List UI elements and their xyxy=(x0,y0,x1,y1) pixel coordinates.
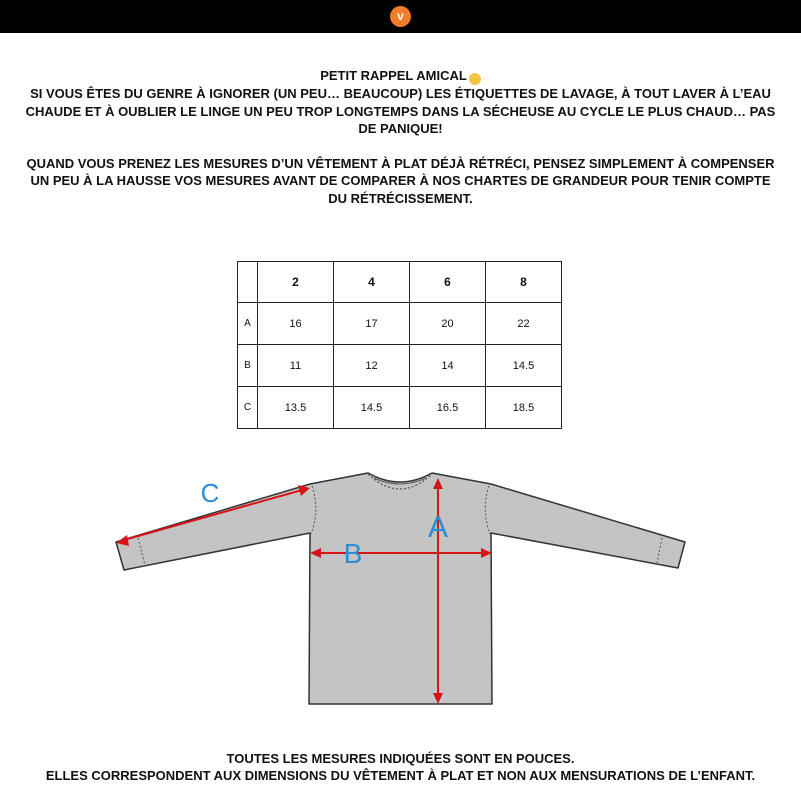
table-row xyxy=(238,387,562,429)
size-header-cell: 6 xyxy=(410,262,486,303)
reminder-title xyxy=(20,67,781,85)
footer-line-2: ELLES CORRESPONDENT AUX DIMENSIONS DU VÊTEMENT À PLAT ET NON AUX MENSURATIONS DE L’ENFANT. xyxy=(45,768,756,783)
table-row xyxy=(238,345,562,387)
row-label: A xyxy=(238,303,258,345)
shirt-measurement-diagram xyxy=(0,460,801,710)
footer-line-1: TOUTES LES MESURES INDIQUÉES SONT EN POUCES. xyxy=(226,751,575,766)
footer-note xyxy=(10,750,791,784)
size-header-row xyxy=(238,262,562,303)
label-b: B xyxy=(343,538,363,569)
table-cell: 17 xyxy=(334,303,410,345)
friendly-reminder xyxy=(20,67,781,207)
table-cell: 16 xyxy=(258,303,334,345)
table-cell: 18.5 xyxy=(486,387,562,429)
table-cell: 14 xyxy=(410,345,486,387)
top-bar xyxy=(0,0,801,33)
size-header-cell: 4 xyxy=(334,262,410,303)
table-cell: 12 xyxy=(334,345,410,387)
reminder-title-text: PETIT RAPPEL AMICAL xyxy=(320,68,467,83)
row-label: B xyxy=(238,345,258,387)
size-header-cell: 2 xyxy=(258,262,334,303)
label-a: A xyxy=(427,511,449,544)
reminder-paragraph-2: QUAND VOUS PRENEZ LES MESURES D’UN VÊTEMENT À PLAT DÉJÀ RÉTRÉCI, PENSEZ SIMPLEMENT À COMPENSER UN PEU À LA HAUSSE VOS MESURES AVANT DE COMPARER À NOS CHARTES DE GRANDEUR POUR TENIR COMPTE DU RÉTRÉCISSEMENT. xyxy=(26,155,775,206)
table-cell: 20 xyxy=(410,303,486,345)
brand-logo-icon[interactable]: v xyxy=(390,6,411,27)
label-c: C xyxy=(200,478,220,508)
size-chart-table xyxy=(237,261,562,429)
reminder-paragraph-1: SI VOUS ÊTES DU GENRE À IGNORER (UN PEU… BEAUCOUP) LES ÉTIQUETTES DE LAVAGE, À TOUT LAVER À L’EAU CHAUDE ET À OUBLIER LE LINGE UN PEU TROP LONGTEMPS DANS LA SÉCHEUSE AU CYCLE LE PLUS CHAUD… PAS DE PANIQUE! xyxy=(25,86,776,136)
size-header-cell: 8 xyxy=(486,262,562,303)
table-cell: 14.5 xyxy=(486,345,562,387)
table-row xyxy=(238,303,562,345)
corner-cell xyxy=(238,262,258,303)
row-label: C xyxy=(238,387,258,429)
table-cell: 11 xyxy=(258,345,334,387)
table-cell: 16.5 xyxy=(410,387,486,429)
table-cell: 22 xyxy=(486,303,562,345)
table-cell: 14.5 xyxy=(334,387,410,429)
winking-face-icon xyxy=(469,73,481,85)
table-cell: 13.5 xyxy=(258,387,334,429)
